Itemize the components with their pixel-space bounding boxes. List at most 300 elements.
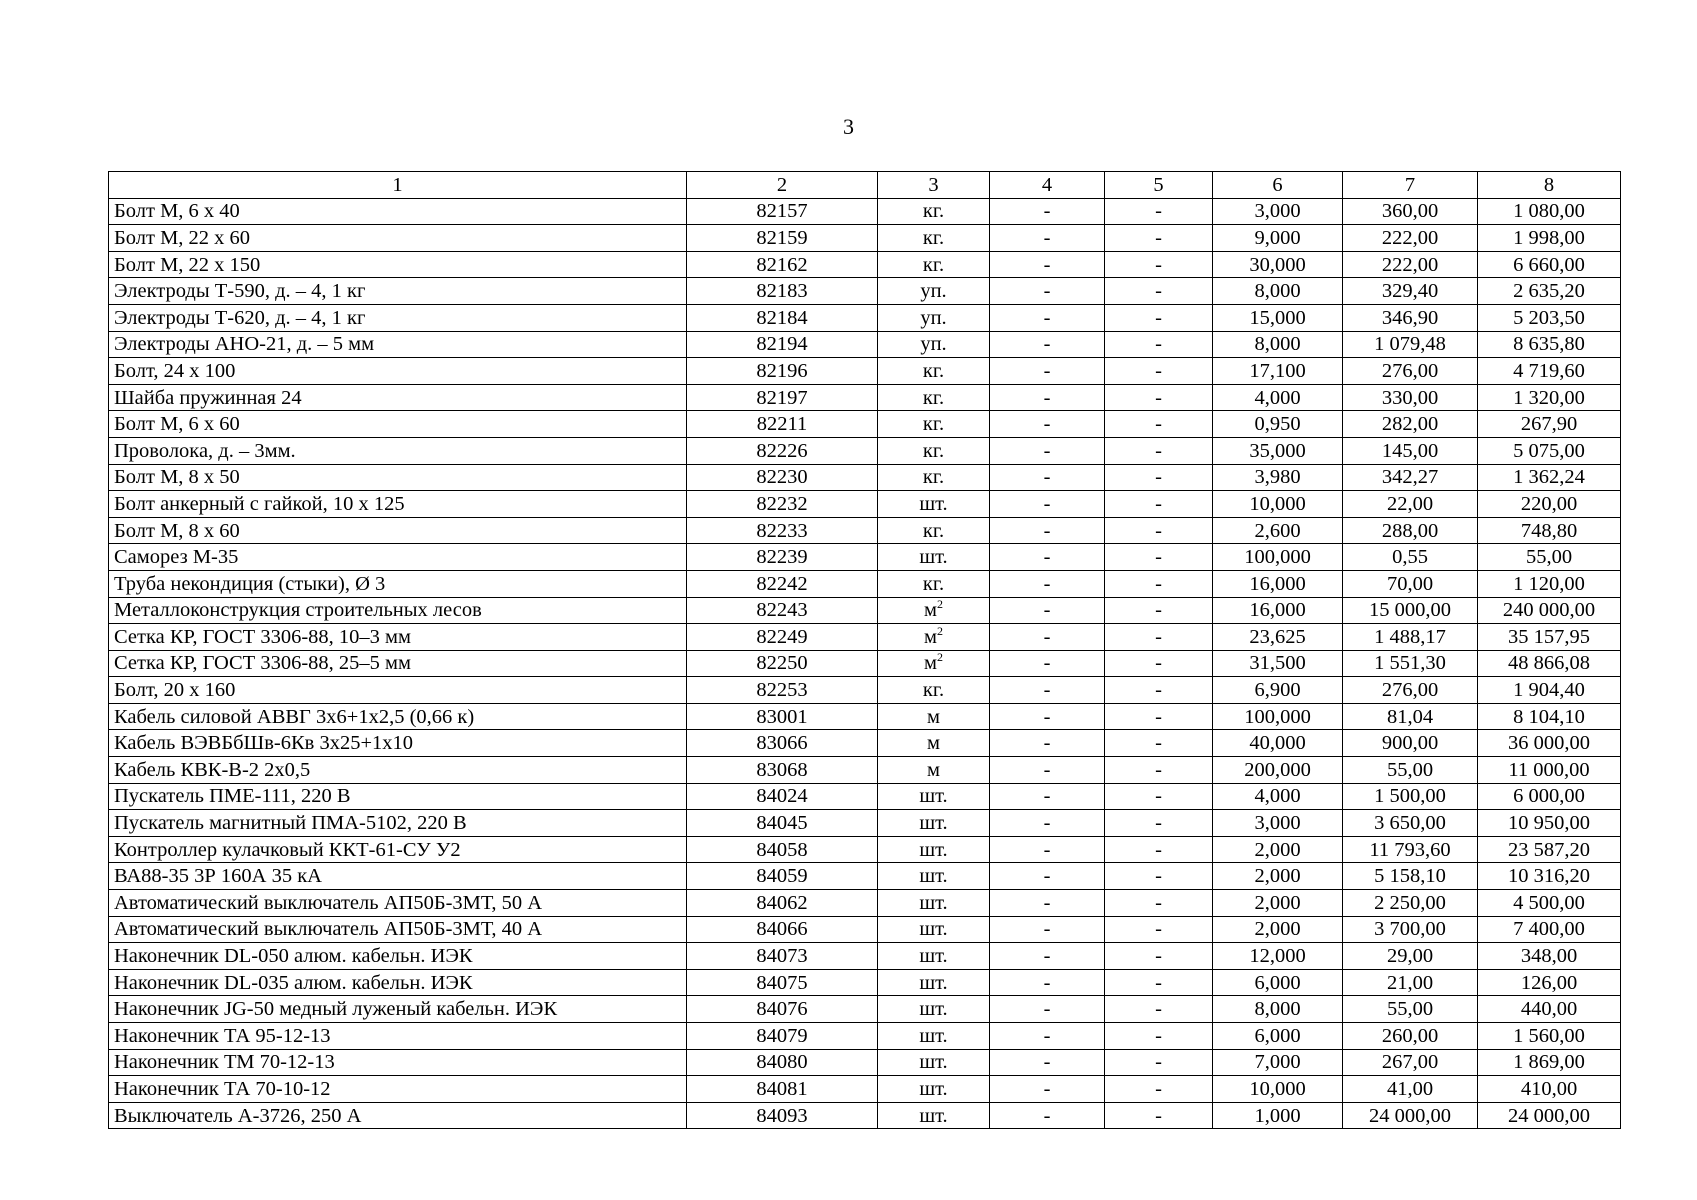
- item-col4: -: [990, 1023, 1105, 1050]
- item-name: Проволока, д. – 3мм.: [109, 437, 687, 464]
- item-quantity: 100,000: [1213, 703, 1343, 730]
- item-col5: -: [1105, 437, 1213, 464]
- item-col4: -: [990, 730, 1105, 757]
- item-col4: -: [990, 624, 1105, 651]
- item-col4: -: [990, 570, 1105, 597]
- column-header-6: 6: [1213, 172, 1343, 199]
- item-price: 0,55: [1343, 544, 1478, 571]
- item-name: Сетка КР, ГОСТ 3306-88, 25–5 мм: [109, 650, 687, 677]
- item-code: 82249: [687, 624, 878, 651]
- table-row: [109, 810, 1621, 837]
- item-quantity: 3,000: [1213, 810, 1343, 837]
- item-total: 4 719,60: [1478, 358, 1621, 385]
- table-row: [109, 358, 1621, 385]
- item-unit: [878, 597, 990, 624]
- item-total: 23 587,20: [1478, 836, 1621, 863]
- unit-superscript: 2: [936, 623, 943, 638]
- item-code: 83066: [687, 730, 878, 757]
- item-price: 330,00: [1343, 384, 1478, 411]
- item-code: 82226: [687, 437, 878, 464]
- item-col5: -: [1105, 411, 1213, 438]
- table-row: [109, 491, 1621, 518]
- item-col5: -: [1105, 890, 1213, 917]
- item-unit: кг.: [878, 464, 990, 491]
- item-total: 5 075,00: [1478, 437, 1621, 464]
- item-unit: шт.: [878, 996, 990, 1023]
- item-quantity: 31,500: [1213, 650, 1343, 677]
- item-code: 82250: [687, 650, 878, 677]
- item-code: 82194: [687, 331, 878, 358]
- item-col4: -: [990, 757, 1105, 784]
- item-unit: кг.: [878, 384, 990, 411]
- item-quantity: 0,950: [1213, 411, 1343, 438]
- item-unit: м: [878, 703, 990, 730]
- item-quantity: 6,000: [1213, 1023, 1343, 1050]
- table-body: [109, 198, 1621, 1129]
- item-price: 282,00: [1343, 411, 1478, 438]
- table-row: [109, 411, 1621, 438]
- item-total: 11 000,00: [1478, 757, 1621, 784]
- item-unit: шт.: [878, 1023, 990, 1050]
- item-price: 276,00: [1343, 358, 1478, 385]
- item-price: 22,00: [1343, 491, 1478, 518]
- item-price: 5 158,10: [1343, 863, 1478, 890]
- item-col4: -: [990, 1076, 1105, 1103]
- item-quantity: 1,000: [1213, 1102, 1343, 1129]
- item-code: 82197: [687, 384, 878, 411]
- item-code: 84058: [687, 836, 878, 863]
- item-total: 748,80: [1478, 517, 1621, 544]
- item-total: 24 000,00: [1478, 1102, 1621, 1129]
- item-name: Труба некондиция (стыки), Ø 3: [109, 570, 687, 597]
- unit-base: м: [924, 625, 937, 648]
- item-price: 21,00: [1343, 969, 1478, 996]
- item-code: 82230: [687, 464, 878, 491]
- item-col5: -: [1105, 650, 1213, 677]
- item-unit: м: [878, 730, 990, 757]
- item-unit: кг.: [878, 517, 990, 544]
- item-unit: м: [878, 757, 990, 784]
- item-total: 1 560,00: [1478, 1023, 1621, 1050]
- item-col4: -: [990, 384, 1105, 411]
- item-col4: -: [990, 331, 1105, 358]
- item-col5: -: [1105, 1023, 1213, 1050]
- item-price: 1 488,17: [1343, 624, 1478, 651]
- item-col5: -: [1105, 384, 1213, 411]
- item-name: Электроды Т-590, д. – 4, 1 кг: [109, 278, 687, 305]
- item-price: 2 250,00: [1343, 890, 1478, 917]
- item-name: Кабель КВК-В-2 2х0,5: [109, 757, 687, 784]
- item-col5: -: [1105, 703, 1213, 730]
- item-total: 1 320,00: [1478, 384, 1621, 411]
- item-col5: -: [1105, 916, 1213, 943]
- item-price: 55,00: [1343, 996, 1478, 1023]
- table-row: [109, 624, 1621, 651]
- item-unit: шт.: [878, 969, 990, 996]
- item-name: Болт, 20 х 160: [109, 677, 687, 704]
- item-total: 240 000,00: [1478, 597, 1621, 624]
- table-row: [109, 890, 1621, 917]
- item-name: Наконечник ТА 95-12-13: [109, 1023, 687, 1050]
- item-col4: -: [990, 358, 1105, 385]
- table-row: [109, 703, 1621, 730]
- item-unit: шт.: [878, 810, 990, 837]
- item-col5: -: [1105, 943, 1213, 970]
- table-row: [109, 384, 1621, 411]
- item-price: 81,04: [1343, 703, 1478, 730]
- item-total: 10 316,20: [1478, 863, 1621, 890]
- table-row: [109, 597, 1621, 624]
- item-code: 84045: [687, 810, 878, 837]
- item-unit: кг.: [878, 358, 990, 385]
- item-quantity: 17,100: [1213, 358, 1343, 385]
- table-row: [109, 677, 1621, 704]
- table-row: [109, 304, 1621, 331]
- item-quantity: 16,000: [1213, 570, 1343, 597]
- item-col5: -: [1105, 198, 1213, 225]
- item-col5: -: [1105, 597, 1213, 624]
- item-code: 82196: [687, 358, 878, 385]
- item-price: 342,27: [1343, 464, 1478, 491]
- item-price: 267,00: [1343, 1049, 1478, 1076]
- item-total: 55,00: [1478, 544, 1621, 571]
- item-total: 8 104,10: [1478, 703, 1621, 730]
- table-row: [109, 1076, 1621, 1103]
- item-unit: уп.: [878, 278, 990, 305]
- item-price: 260,00: [1343, 1023, 1478, 1050]
- item-price: 3 700,00: [1343, 916, 1478, 943]
- item-unit: шт.: [878, 863, 990, 890]
- item-quantity: 30,000: [1213, 251, 1343, 278]
- item-unit: шт.: [878, 783, 990, 810]
- item-code: 84093: [687, 1102, 878, 1129]
- item-price: 222,00: [1343, 225, 1478, 252]
- item-unit: кг.: [878, 677, 990, 704]
- item-total: 410,00: [1478, 1076, 1621, 1103]
- item-name: Наконечник DL-050 алюм. кабельн. ИЭК: [109, 943, 687, 970]
- materials-table: [108, 171, 1621, 1129]
- table-row: [109, 916, 1621, 943]
- item-total: 1 120,00: [1478, 570, 1621, 597]
- column-header-1: 1: [109, 172, 687, 199]
- item-name: Болт М, 8 х 50: [109, 464, 687, 491]
- item-col5: -: [1105, 677, 1213, 704]
- item-name: Пускатель ПМЕ-111, 220 В: [109, 783, 687, 810]
- item-unit: кг.: [878, 437, 990, 464]
- item-col5: -: [1105, 836, 1213, 863]
- unit-base: м: [924, 652, 937, 675]
- item-col4: -: [990, 677, 1105, 704]
- item-col5: -: [1105, 491, 1213, 518]
- item-name: Металлоконструкция строительных лесов: [109, 597, 687, 624]
- item-quantity: 4,000: [1213, 783, 1343, 810]
- item-col4: -: [990, 491, 1105, 518]
- item-col5: -: [1105, 757, 1213, 784]
- item-unit: шт.: [878, 1076, 990, 1103]
- item-code: 82157: [687, 198, 878, 225]
- item-code: 82232: [687, 491, 878, 518]
- item-unit: уп.: [878, 304, 990, 331]
- item-unit: шт.: [878, 544, 990, 571]
- item-quantity: 6,000: [1213, 969, 1343, 996]
- item-unit: шт.: [878, 1102, 990, 1129]
- table-row: [109, 331, 1621, 358]
- unit-superscript: 2: [936, 597, 943, 612]
- table-row: [109, 198, 1621, 225]
- table-row: [109, 464, 1621, 491]
- item-col4: -: [990, 464, 1105, 491]
- item-code: 84076: [687, 996, 878, 1023]
- item-price: 276,00: [1343, 677, 1478, 704]
- item-quantity: 2,000: [1213, 836, 1343, 863]
- item-total: 35 157,95: [1478, 624, 1621, 651]
- unit-base: м: [924, 599, 937, 622]
- item-name: Сетка КР, ГОСТ 3306-88, 10–3 мм: [109, 624, 687, 651]
- item-quantity: 2,600: [1213, 517, 1343, 544]
- column-header-4: 4: [990, 172, 1105, 199]
- item-col4: -: [990, 437, 1105, 464]
- item-code: 82183: [687, 278, 878, 305]
- item-col4: -: [990, 304, 1105, 331]
- item-col5: -: [1105, 1076, 1213, 1103]
- item-unit: кг.: [878, 411, 990, 438]
- item-unit: уп.: [878, 331, 990, 358]
- item-code: 82162: [687, 251, 878, 278]
- item-name: Кабель силовой АВВГ 3х6+1х2,5 (0,66 к): [109, 703, 687, 730]
- item-code: 84062: [687, 890, 878, 917]
- item-code: 82239: [687, 544, 878, 571]
- column-header-2: 2: [687, 172, 878, 199]
- item-price: 145,00: [1343, 437, 1478, 464]
- item-total: 10 950,00: [1478, 810, 1621, 837]
- table-row: [109, 570, 1621, 597]
- item-unit: кг.: [878, 225, 990, 252]
- item-total: 8 635,80: [1478, 331, 1621, 358]
- table-row: [109, 863, 1621, 890]
- item-quantity: 8,000: [1213, 996, 1343, 1023]
- item-total: 1 904,40: [1478, 677, 1621, 704]
- item-code: 84080: [687, 1049, 878, 1076]
- item-price: 11 793,60: [1343, 836, 1478, 863]
- item-unit: шт.: [878, 1049, 990, 1076]
- item-total: 348,00: [1478, 943, 1621, 970]
- item-col4: -: [990, 278, 1105, 305]
- item-col5: -: [1105, 251, 1213, 278]
- item-quantity: 2,000: [1213, 916, 1343, 943]
- item-name: Болт М, 6 х 60: [109, 411, 687, 438]
- column-header-7: 7: [1343, 172, 1478, 199]
- item-quantity: 3,980: [1213, 464, 1343, 491]
- item-total: 4 500,00: [1478, 890, 1621, 917]
- table-row: [109, 783, 1621, 810]
- item-col5: -: [1105, 517, 1213, 544]
- table-row: [109, 278, 1621, 305]
- item-name: Электроды АНО-21, д. – 5 мм: [109, 331, 687, 358]
- item-col4: -: [990, 251, 1105, 278]
- item-price: 70,00: [1343, 570, 1478, 597]
- item-col5: -: [1105, 544, 1213, 571]
- item-col4: -: [990, 650, 1105, 677]
- table-row: [109, 996, 1621, 1023]
- item-col4: -: [990, 225, 1105, 252]
- table-row: [109, 517, 1621, 544]
- column-header-5: 5: [1105, 172, 1213, 199]
- item-name: Наконечник DL-035 алюм. кабельн. ИЭК: [109, 969, 687, 996]
- table-row: [109, 1023, 1621, 1050]
- item-name: Саморез М-35: [109, 544, 687, 571]
- item-col4: -: [990, 411, 1105, 438]
- item-quantity: 9,000: [1213, 225, 1343, 252]
- item-col5: -: [1105, 624, 1213, 651]
- item-name: Шайба пружинная 24: [109, 384, 687, 411]
- item-unit: шт.: [878, 890, 990, 917]
- item-col5: -: [1105, 1102, 1213, 1129]
- item-col5: -: [1105, 1049, 1213, 1076]
- item-code: 84075: [687, 969, 878, 996]
- item-name: Автоматический выключатель АП50Б-3МТ, 40 А: [109, 916, 687, 943]
- item-quantity: 15,000: [1213, 304, 1343, 331]
- item-unit: [878, 650, 990, 677]
- item-col5: -: [1105, 863, 1213, 890]
- item-total: 267,90: [1478, 411, 1621, 438]
- item-code: 82159: [687, 225, 878, 252]
- item-name: Наконечник JG-50 медный луженый кабельн. ИЭК: [109, 996, 687, 1023]
- item-col4: -: [990, 597, 1105, 624]
- column-number-row: [109, 172, 1621, 199]
- item-total: 1 998,00: [1478, 225, 1621, 252]
- item-code: 84066: [687, 916, 878, 943]
- item-name: Болт, 24 х 100: [109, 358, 687, 385]
- item-total: 440,00: [1478, 996, 1621, 1023]
- item-code: 84024: [687, 783, 878, 810]
- item-col5: -: [1105, 278, 1213, 305]
- item-col4: -: [990, 544, 1105, 571]
- item-name: Болт анкерный с гайкой, 10 х 125: [109, 491, 687, 518]
- table-row: [109, 225, 1621, 252]
- item-price: 222,00: [1343, 251, 1478, 278]
- item-price: 1 551,30: [1343, 650, 1478, 677]
- item-col4: -: [990, 916, 1105, 943]
- item-col4: -: [990, 890, 1105, 917]
- item-code: 83068: [687, 757, 878, 784]
- item-col5: -: [1105, 225, 1213, 252]
- table-row: [109, 251, 1621, 278]
- item-col5: -: [1105, 730, 1213, 757]
- item-code: 84081: [687, 1076, 878, 1103]
- item-unit: шт.: [878, 491, 990, 518]
- item-col4: -: [990, 783, 1105, 810]
- item-col4: -: [990, 517, 1105, 544]
- item-code: 84079: [687, 1023, 878, 1050]
- item-col5: -: [1105, 969, 1213, 996]
- page-number: 3: [843, 114, 854, 139]
- item-code: 82233: [687, 517, 878, 544]
- item-unit: кг.: [878, 251, 990, 278]
- table-row: [109, 969, 1621, 996]
- item-name: Болт М, 22 х 60: [109, 225, 687, 252]
- item-name: Болт М, 22 х 150: [109, 251, 687, 278]
- item-col4: -: [990, 863, 1105, 890]
- item-code: 82253: [687, 677, 878, 704]
- item-name: Кабель ВЭВБбШв-6Кв 3х25+1х10: [109, 730, 687, 757]
- item-quantity: 12,000: [1213, 943, 1343, 970]
- item-total: 48 866,08: [1478, 650, 1621, 677]
- item-col5: -: [1105, 464, 1213, 491]
- item-quantity: 8,000: [1213, 331, 1343, 358]
- item-price: 3 650,00: [1343, 810, 1478, 837]
- item-unit: [878, 624, 990, 651]
- item-name: Пускатель магнитный ПМА-5102, 220 В: [109, 810, 687, 837]
- item-col4: -: [990, 943, 1105, 970]
- item-total: 2 635,20: [1478, 278, 1621, 305]
- item-price: 329,40: [1343, 278, 1478, 305]
- item-price: 55,00: [1343, 757, 1478, 784]
- item-col5: -: [1105, 996, 1213, 1023]
- item-col4: -: [990, 703, 1105, 730]
- item-col5: -: [1105, 331, 1213, 358]
- item-total: 1 080,00: [1478, 198, 1621, 225]
- column-header-8: 8: [1478, 172, 1621, 199]
- item-price: 15 000,00: [1343, 597, 1478, 624]
- table-row: [109, 757, 1621, 784]
- table-row: [109, 836, 1621, 863]
- item-quantity: 8,000: [1213, 278, 1343, 305]
- item-quantity: 100,000: [1213, 544, 1343, 571]
- item-price: 900,00: [1343, 730, 1478, 757]
- item-price: 346,90: [1343, 304, 1478, 331]
- item-total: 1 362,24: [1478, 464, 1621, 491]
- item-col4: -: [990, 996, 1105, 1023]
- item-quantity: 10,000: [1213, 491, 1343, 518]
- column-header-3: 3: [878, 172, 990, 199]
- item-name: Болт М, 6 х 40: [109, 198, 687, 225]
- item-name: Контроллер кулачковый ККТ-61-СУ У2: [109, 836, 687, 863]
- item-price: 24 000,00: [1343, 1102, 1478, 1129]
- item-quantity: 10,000: [1213, 1076, 1343, 1103]
- item-name: Автоматический выключатель АП50Б-3МТ, 50 А: [109, 890, 687, 917]
- item-code: 84059: [687, 863, 878, 890]
- item-col5: -: [1105, 570, 1213, 597]
- item-price: 1 500,00: [1343, 783, 1478, 810]
- item-code: 82184: [687, 304, 878, 331]
- item-quantity: 35,000: [1213, 437, 1343, 464]
- item-unit: кг.: [878, 570, 990, 597]
- item-total: 36 000,00: [1478, 730, 1621, 757]
- item-name: Наконечник ТА 70-10-12: [109, 1076, 687, 1103]
- item-quantity: 6,900: [1213, 677, 1343, 704]
- item-unit: шт.: [878, 916, 990, 943]
- item-quantity: 2,000: [1213, 890, 1343, 917]
- unit-superscript: 2: [936, 650, 943, 665]
- item-col4: -: [990, 969, 1105, 996]
- table-row: [109, 1049, 1621, 1076]
- item-name: Электроды Т-620, д. – 4, 1 кг: [109, 304, 687, 331]
- item-col5: -: [1105, 783, 1213, 810]
- item-name: ВА88-35 3Р 160А 35 кА: [109, 863, 687, 890]
- item-total: 5 203,50: [1478, 304, 1621, 331]
- item-unit: кг.: [878, 198, 990, 225]
- item-col4: -: [990, 810, 1105, 837]
- table-row: [109, 544, 1621, 571]
- item-total: 1 869,00: [1478, 1049, 1621, 1076]
- item-total: 220,00: [1478, 491, 1621, 518]
- item-price: 29,00: [1343, 943, 1478, 970]
- table-row: [109, 437, 1621, 464]
- table-row: [109, 650, 1621, 677]
- item-code: 84073: [687, 943, 878, 970]
- item-total: 7 400,00: [1478, 916, 1621, 943]
- item-quantity: 4,000: [1213, 384, 1343, 411]
